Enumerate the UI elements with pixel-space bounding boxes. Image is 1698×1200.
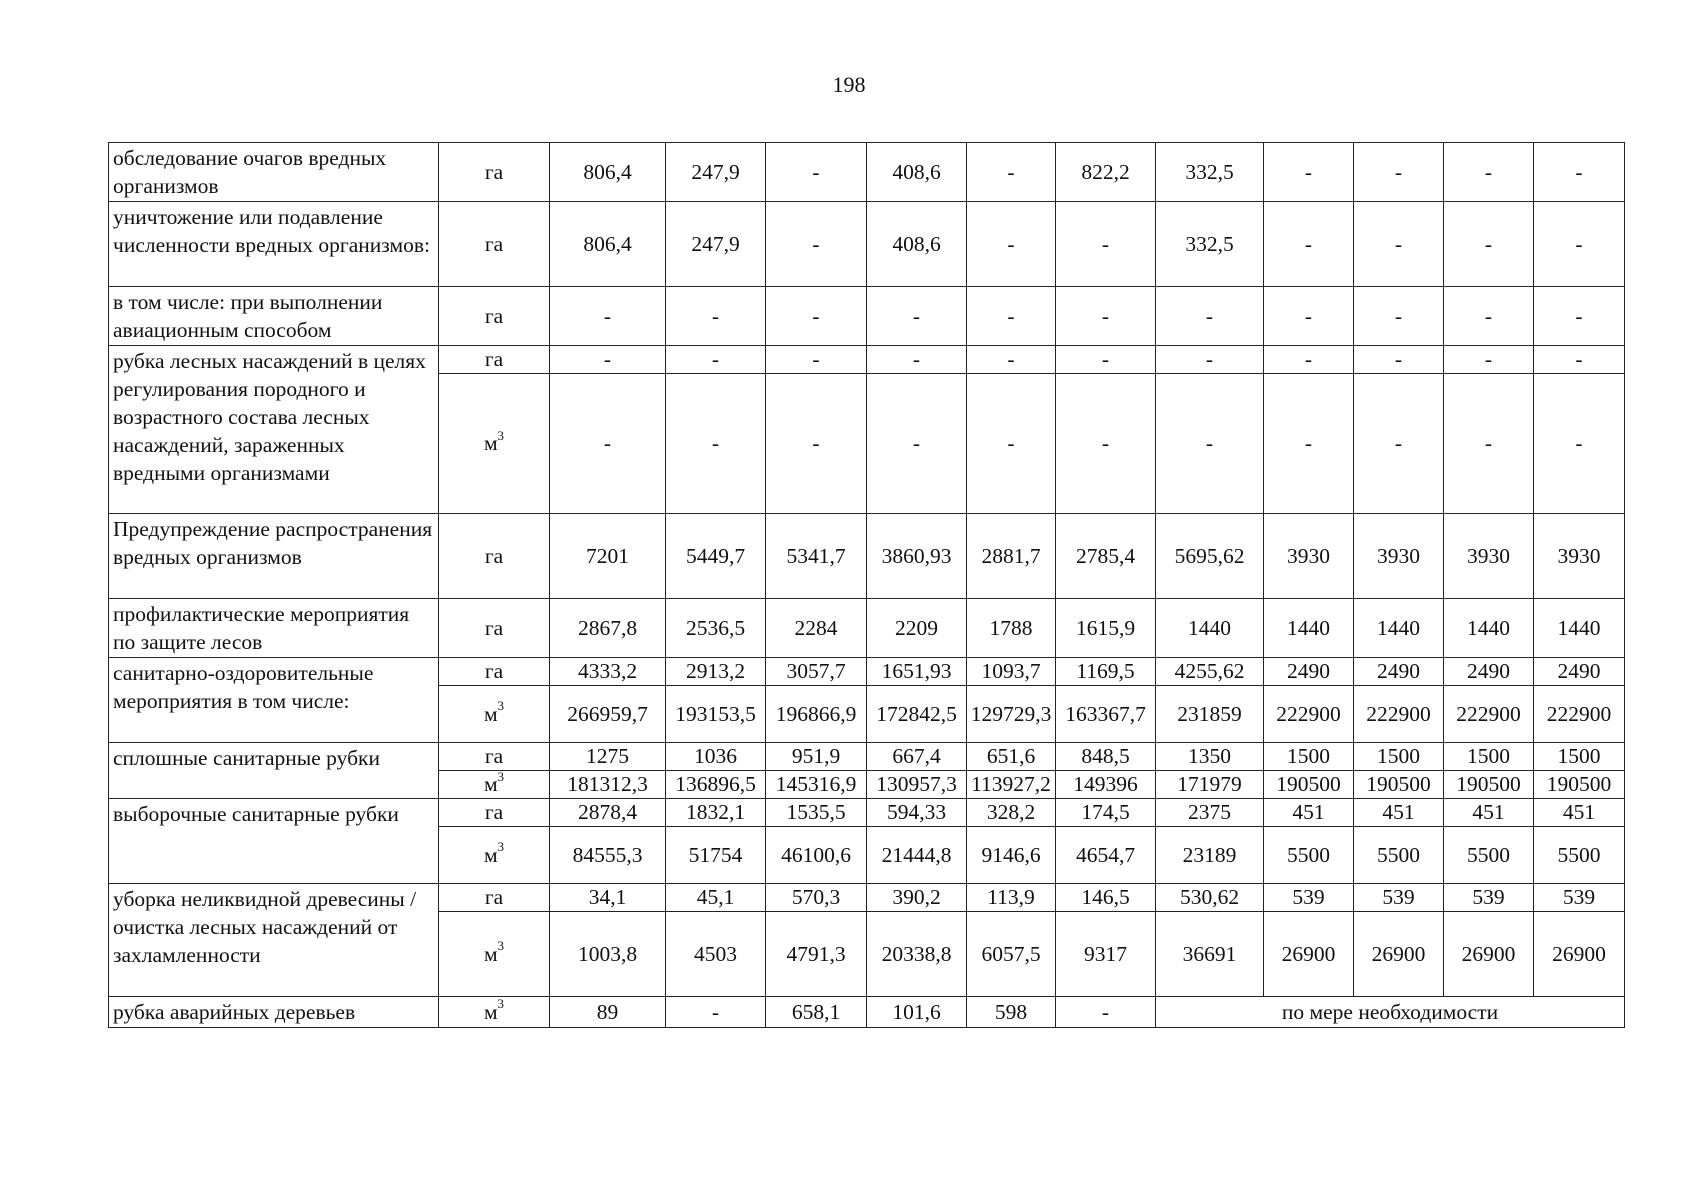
value-cell: -: [1354, 346, 1444, 374]
value-cell: 1093,7: [967, 658, 1056, 686]
value-cell: 1440: [1354, 599, 1444, 658]
value-cell: 5341,7: [766, 514, 867, 599]
value-cell: 222900: [1534, 686, 1625, 743]
value-cell: 2284: [766, 599, 867, 658]
value-cell: 5500: [1534, 827, 1625, 884]
value-cell: 181312,3: [550, 771, 666, 799]
unit-ha: га: [439, 346, 550, 374]
value-cell: -: [967, 346, 1056, 374]
value-cell: 2209: [867, 599, 967, 658]
value-cell: 848,5: [1056, 743, 1156, 771]
value-cell: -: [867, 346, 967, 374]
unit-ha: га: [439, 287, 550, 346]
unit-superscript: 3: [497, 996, 505, 1012]
unit-m3: [439, 374, 550, 514]
value-cell: -: [766, 374, 867, 514]
value-cell: -: [1444, 346, 1534, 374]
unit-m-text: м: [483, 842, 498, 867]
value-cell: 1500: [1444, 743, 1534, 771]
unit-superscript: 3: [497, 427, 505, 443]
value-cell: -: [1056, 374, 1156, 514]
value-cell: 408,6: [867, 143, 967, 202]
value-cell: 570,3: [766, 884, 867, 912]
value-cell: 1169,5: [1056, 658, 1156, 686]
unit-m3: [439, 771, 550, 799]
value-cell: 3930: [1534, 514, 1625, 599]
value-cell: 190500: [1354, 771, 1444, 799]
unit-ha: га: [439, 799, 550, 827]
value-cell: -: [1444, 374, 1534, 514]
value-cell: 2490: [1444, 658, 1534, 686]
value-cell: 163367,7: [1056, 686, 1156, 743]
value-cell: 174,5: [1056, 799, 1156, 827]
row-label: санитарно-оздоровительные мероприятия в том числе:: [109, 658, 439, 743]
value-cell: -: [1534, 374, 1625, 514]
table-row: [109, 658, 1625, 686]
value-cell: 26900: [1264, 912, 1354, 997]
value-cell: 1500: [1264, 743, 1354, 771]
value-cell: 196866,9: [766, 686, 867, 743]
value-cell: 4255,62: [1156, 658, 1264, 686]
row-label: обследование очагов вредных организмов: [109, 143, 439, 202]
value-cell: 20338,8: [867, 912, 967, 997]
value-cell: 1832,1: [666, 799, 766, 827]
value-cell: -: [1354, 287, 1444, 346]
value-cell: 171979: [1156, 771, 1264, 799]
unit-superscript: 3: [497, 770, 505, 784]
value-cell: -: [867, 374, 967, 514]
value-cell: -: [967, 143, 1056, 202]
value-cell: -: [967, 287, 1056, 346]
value-cell: 9146,6: [967, 827, 1056, 884]
value-cell: -: [1534, 143, 1625, 202]
value-cell: -: [1264, 143, 1354, 202]
unit-ha: га: [439, 143, 550, 202]
value-cell: 113,9: [967, 884, 1056, 912]
merged-note-cell: по мере необходимости: [1156, 997, 1625, 1028]
unit-m3: [439, 827, 550, 884]
value-cell: -: [1264, 287, 1354, 346]
value-cell: 539: [1534, 884, 1625, 912]
value-cell: 539: [1444, 884, 1534, 912]
unit-ha: га: [439, 599, 550, 658]
value-cell: 1500: [1534, 743, 1625, 771]
value-cell: 26900: [1354, 912, 1444, 997]
value-cell: -: [1264, 346, 1354, 374]
value-cell: 222900: [1264, 686, 1354, 743]
value-cell: 34,1: [550, 884, 666, 912]
value-cell: 1440: [1534, 599, 1625, 658]
value-cell: -: [766, 346, 867, 374]
row-label: выборочные санитарные рубки: [109, 799, 439, 884]
value-cell: 2490: [1264, 658, 1354, 686]
value-cell: 193153,5: [666, 686, 766, 743]
value-cell: 594,33: [867, 799, 967, 827]
value-cell: 2490: [1534, 658, 1625, 686]
value-cell: 822,2: [1056, 143, 1156, 202]
value-cell: 7201: [550, 514, 666, 599]
value-cell: -: [967, 374, 1056, 514]
value-cell: 1788: [967, 599, 1056, 658]
table-row: [109, 997, 1625, 1028]
value-cell: 2867,8: [550, 599, 666, 658]
table-row: [109, 287, 1625, 346]
value-cell: -: [1156, 287, 1264, 346]
value-cell: 2881,7: [967, 514, 1056, 599]
value-cell: 5449,7: [666, 514, 766, 599]
value-cell: 3057,7: [766, 658, 867, 686]
value-cell: -: [550, 346, 666, 374]
value-cell: -: [766, 202, 867, 287]
value-cell: 2490: [1354, 658, 1444, 686]
page-number: 198: [832, 72, 866, 97]
value-cell: 146,5: [1056, 884, 1156, 912]
value-cell: -: [1534, 202, 1625, 287]
value-cell: 6057,5: [967, 912, 1056, 997]
value-cell: 145316,9: [766, 771, 867, 799]
row-label: в том числе: при выполнении авиационным способом: [109, 287, 439, 346]
table-row: [109, 346, 1625, 374]
value-cell: 4654,7: [1056, 827, 1156, 884]
value-cell: 222900: [1354, 686, 1444, 743]
value-cell: 1275: [550, 743, 666, 771]
value-cell: 390,2: [867, 884, 967, 912]
table-row: [109, 599, 1625, 658]
value-cell: 247,9: [666, 143, 766, 202]
value-cell: -: [766, 287, 867, 346]
value-cell: 951,9: [766, 743, 867, 771]
value-cell: 5500: [1444, 827, 1534, 884]
value-cell: 332,5: [1156, 143, 1264, 202]
value-cell: 5500: [1264, 827, 1354, 884]
value-cell: 190500: [1264, 771, 1354, 799]
value-cell: 598: [967, 997, 1056, 1028]
value-cell: 3930: [1354, 514, 1444, 599]
table-row: [109, 202, 1625, 287]
value-cell: 1651,93: [867, 658, 967, 686]
value-cell: 36691: [1156, 912, 1264, 997]
value-cell: 23189: [1156, 827, 1264, 884]
value-cell: -: [666, 997, 766, 1028]
value-cell: 1440: [1264, 599, 1354, 658]
value-cell: 1350: [1156, 743, 1264, 771]
unit-superscript: 3: [497, 839, 505, 855]
value-cell: 2536,5: [666, 599, 766, 658]
value-cell: -: [1264, 374, 1354, 514]
value-cell: 26900: [1444, 912, 1534, 997]
value-cell: 1535,5: [766, 799, 867, 827]
value-cell: 451: [1354, 799, 1444, 827]
value-cell: 9317: [1056, 912, 1156, 997]
value-cell: -: [1056, 997, 1156, 1028]
value-cell: 3930: [1444, 514, 1534, 599]
value-cell: 1036: [666, 743, 766, 771]
unit-m-text: м: [483, 772, 498, 796]
value-cell: -: [1156, 374, 1264, 514]
value-cell: 129729,3: [967, 686, 1056, 743]
row-label: рубка аварийных деревьев: [109, 997, 439, 1028]
value-cell: 21444,8: [867, 827, 967, 884]
value-cell: 332,5: [1156, 202, 1264, 287]
value-cell: 84555,3: [550, 827, 666, 884]
row-label: уборка неликвидной древесины / очистка лесных насаждений от захламленности: [109, 884, 439, 997]
unit-m-text: м: [483, 999, 498, 1024]
value-cell: 539: [1264, 884, 1354, 912]
value-cell: 451: [1534, 799, 1625, 827]
value-cell: -: [1354, 143, 1444, 202]
value-cell: 136896,5: [666, 771, 766, 799]
value-cell: 658,1: [766, 997, 867, 1028]
unit-ha: га: [439, 202, 550, 287]
row-label: сплошные санитарные рубки: [109, 743, 439, 799]
value-cell: 247,9: [666, 202, 766, 287]
value-cell: 4503: [666, 912, 766, 997]
value-cell: -: [550, 287, 666, 346]
value-cell: 1440: [1156, 599, 1264, 658]
table-row: [109, 743, 1625, 771]
unit-m-text: м: [483, 431, 498, 455]
value-cell: 26900: [1534, 912, 1625, 997]
unit-superscript: 3: [497, 698, 505, 714]
value-cell: 2375: [1156, 799, 1264, 827]
value-cell: 806,4: [550, 143, 666, 202]
value-cell: 172842,5: [867, 686, 967, 743]
value-cell: 2785,4: [1056, 514, 1156, 599]
value-cell: 806,4: [550, 202, 666, 287]
forest-protection-table: [108, 142, 1625, 1028]
value-cell: 231859: [1156, 686, 1264, 743]
value-cell: -: [1534, 346, 1625, 374]
unit-m3: [439, 997, 550, 1028]
value-cell: 190500: [1444, 771, 1534, 799]
value-cell: 451: [1444, 799, 1534, 827]
value-cell: 3860,93: [867, 514, 967, 599]
value-cell: 266959,7: [550, 686, 666, 743]
value-cell: 4791,3: [766, 912, 867, 997]
value-cell: 2913,2: [666, 658, 766, 686]
value-cell: 2878,4: [550, 799, 666, 827]
value-cell: 451: [1264, 799, 1354, 827]
value-cell: 149396: [1056, 771, 1156, 799]
table-row: [109, 884, 1625, 912]
value-cell: -: [967, 202, 1056, 287]
table-row: [109, 799, 1625, 827]
value-cell: -: [666, 346, 766, 374]
value-cell: -: [1056, 202, 1156, 287]
row-label: профилактические мероприятия по защите лесов: [109, 599, 439, 658]
value-cell: 1615,9: [1056, 599, 1156, 658]
value-cell: -: [1354, 202, 1444, 287]
value-cell: 5695,62: [1156, 514, 1264, 599]
value-cell: -: [1156, 346, 1264, 374]
value-cell: -: [1444, 287, 1534, 346]
value-cell: 1500: [1354, 743, 1444, 771]
unit-m3: [439, 686, 550, 743]
value-cell: -: [1444, 143, 1534, 202]
value-cell: -: [766, 143, 867, 202]
value-cell: -: [867, 287, 967, 346]
value-cell: 45,1: [666, 884, 766, 912]
value-cell: 130957,3: [867, 771, 967, 799]
value-cell: 5500: [1354, 827, 1444, 884]
value-cell: -: [666, 374, 766, 514]
unit-m3: [439, 912, 550, 997]
value-cell: 651,6: [967, 743, 1056, 771]
value-cell: -: [1354, 374, 1444, 514]
value-cell: 4333,2: [550, 658, 666, 686]
value-cell: -: [1534, 287, 1625, 346]
value-cell: 667,4: [867, 743, 967, 771]
unit-m-text: м: [483, 941, 498, 966]
value-cell: -: [1056, 346, 1156, 374]
unit-ha: га: [439, 658, 550, 686]
value-cell: -: [1056, 287, 1156, 346]
unit-m-text: м: [483, 701, 498, 726]
value-cell: 222900: [1444, 686, 1534, 743]
value-cell: 408,6: [867, 202, 967, 287]
row-label: рубка лесных насаждений в целях регулирования породного и возрастного состава лесных насаждений, зараженных вредными организмами: [109, 346, 439, 514]
value-cell: -: [666, 287, 766, 346]
value-cell: 530,62: [1156, 884, 1264, 912]
value-cell: -: [1444, 202, 1534, 287]
value-cell: 1003,8: [550, 912, 666, 997]
value-cell: -: [550, 374, 666, 514]
value-cell: 101,6: [867, 997, 967, 1028]
value-cell: 89: [550, 997, 666, 1028]
table-row: [109, 143, 1625, 202]
row-label: уничтожение или подавление численности вредных организмов:: [109, 202, 439, 287]
value-cell: 51754: [666, 827, 766, 884]
table-row: [109, 514, 1625, 599]
unit-superscript: 3: [497, 938, 505, 954]
unit-ha: га: [439, 514, 550, 599]
value-cell: 190500: [1534, 771, 1625, 799]
value-cell: 113927,2: [967, 771, 1056, 799]
unit-ha: га: [439, 884, 550, 912]
value-cell: 1440: [1444, 599, 1534, 658]
unit-ha: га: [439, 743, 550, 771]
value-cell: 328,2: [967, 799, 1056, 827]
value-cell: 46100,6: [766, 827, 867, 884]
value-cell: 539: [1354, 884, 1444, 912]
value-cell: 3930: [1264, 514, 1354, 599]
row-label: Предупреждение распространения вредных организмов: [109, 514, 439, 599]
value-cell: -: [1264, 202, 1354, 287]
